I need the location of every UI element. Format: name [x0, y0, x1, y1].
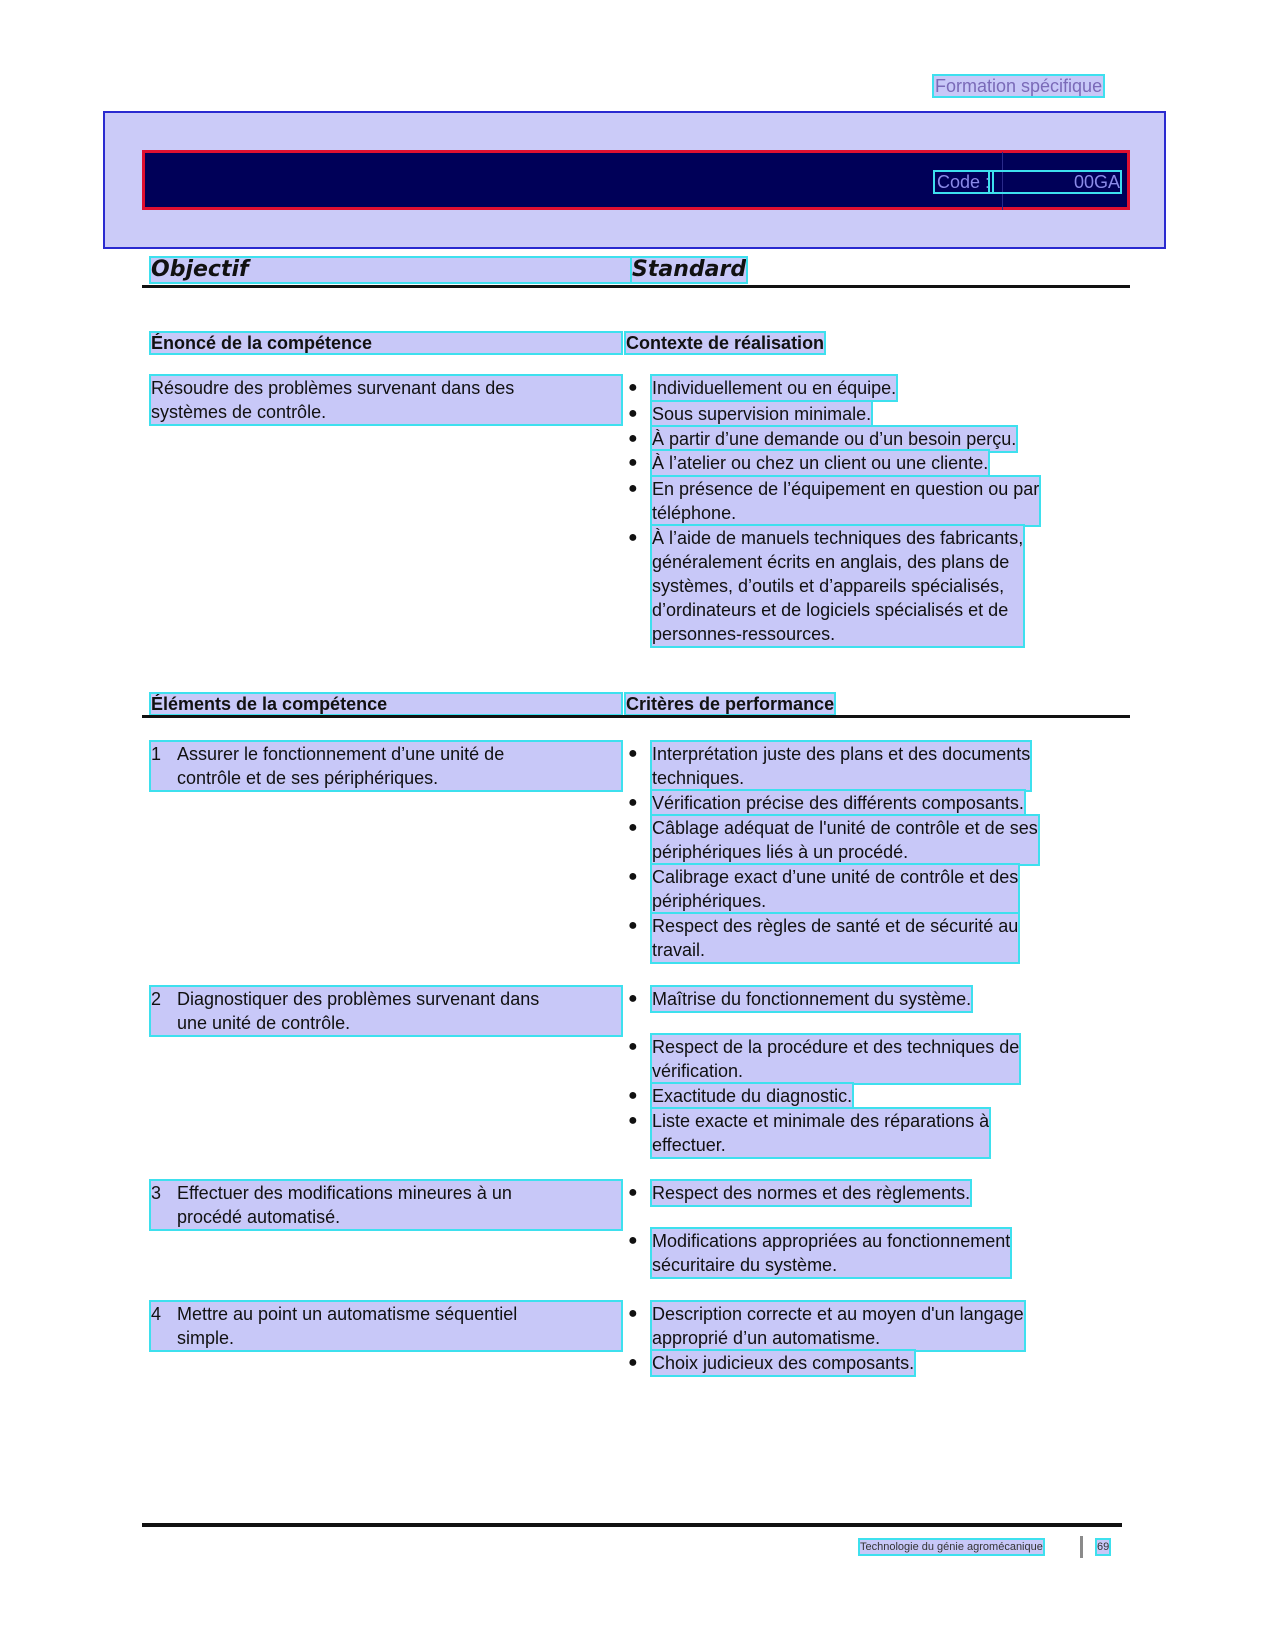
bullet-icon: ●	[628, 480, 638, 497]
page-number: 69	[1097, 1541, 1110, 1553]
element-number: 4	[151, 1304, 162, 1324]
criterion-line: vérification.	[652, 1061, 744, 1081]
criterion-line: Respect des règles de santé et de sécurité au	[652, 916, 1019, 936]
footer-program: Technologie du génie agromécanique	[860, 1541, 1043, 1553]
bullet-icon: ●	[628, 1184, 638, 1201]
criterion-line: périphériques.	[652, 891, 767, 911]
criteria-rule	[142, 715, 1130, 718]
elements-heading: Éléments de la compétence	[151, 694, 621, 714]
bullet-icon: ●	[628, 1087, 638, 1104]
element-line: Assurer le fonctionnement d’une unité de	[177, 744, 505, 764]
competence-element	[151, 1302, 621, 1350]
statement-line: Résoudre des problèmes survenant dans des	[151, 378, 515, 398]
context-line: téléphone.	[652, 503, 737, 523]
statement-heading: Énoncé de la compétence	[151, 333, 621, 353]
element-number: 2	[151, 989, 162, 1009]
criterion-line: Liste exacte et minimale des réparations à	[652, 1111, 990, 1131]
context-line: personnes-ressources.	[652, 624, 836, 644]
element-line: simple.	[177, 1328, 235, 1348]
code-field	[990, 172, 1120, 192]
bullet-icon: ●	[628, 1305, 638, 1322]
context-line: En présence de l’équipement en question ou par	[652, 479, 1040, 499]
bullet-icon: ●	[628, 379, 638, 396]
context-line: Individuellement ou en équipe.	[652, 378, 897, 398]
element-line: Diagnostiquer des problèmes survenant dans	[177, 989, 540, 1009]
bullet-icon: ●	[628, 990, 638, 1007]
criterion-line: Vérification précise des différents composants.	[652, 793, 1024, 813]
bullet-icon: ●	[628, 745, 638, 762]
element-line: Mettre au point un automatisme séquentiel	[177, 1304, 518, 1324]
criterion-line: approprié d’un automatisme.	[652, 1328, 881, 1348]
criterion-line: Câblage adéquat de l'unité de contrôle et de ses	[652, 818, 1038, 838]
bullet-icon: ●	[628, 819, 638, 836]
context-line: généralement écrits en anglais, des plans de	[652, 552, 1010, 572]
title-rule	[142, 285, 1130, 288]
bullet-icon: ●	[628, 1112, 638, 1129]
context-line: systèmes, d’outils et d’appareils spécialisés,	[652, 576, 1005, 596]
code-label: Code :	[937, 172, 991, 192]
criterion-line: Maîtrise du fonctionnement du système.	[652, 989, 972, 1009]
bullet-icon: ●	[628, 430, 638, 447]
criterion-line: Calibrage exact d’une unité de contrôle et des	[652, 867, 1019, 887]
element-number: 1	[151, 744, 162, 764]
criterion-line: sécuritaire du système.	[652, 1255, 838, 1275]
bullet-icon: ●	[628, 917, 638, 934]
criterion-line: travail.	[652, 940, 706, 960]
competence-element	[151, 742, 621, 790]
standard-title: Standard	[632, 257, 747, 282]
element-line: une unité de contrôle.	[177, 1013, 351, 1033]
footer-separator	[1080, 1536, 1083, 1558]
context-line: À partir d’une demande ou d’un besoin perçu.	[652, 429, 1017, 449]
criterion-line: Interprétation juste des plans et des documents	[652, 744, 1031, 764]
context-line: À l’atelier ou chez un client ou une cliente.	[652, 453, 989, 473]
criterion-line: Respect de la procédure et des techniques de	[652, 1037, 1020, 1057]
bullet-icon: ●	[628, 454, 638, 471]
statement-line: systèmes de contrôle.	[151, 402, 327, 422]
element-line: Effectuer des modifications mineures à un	[177, 1183, 512, 1203]
criterion-line: Modifications appropriées au fonctionnement	[652, 1231, 1011, 1251]
footer-rule	[142, 1523, 1122, 1527]
element-line: procédé automatisé.	[177, 1207, 341, 1227]
criterion-line: Description correcte et au moyen d'un langage	[652, 1304, 1024, 1324]
criterion-line: Choix judicieux des composants.	[652, 1353, 915, 1373]
criteria-heading: Critères de performance	[626, 694, 835, 714]
context-line: À l’aide de manuels techniques des fabricants,	[652, 528, 1024, 548]
bullet-icon: ●	[628, 794, 638, 811]
context-line: d’ordinateurs et de logiciels spécialisés et de	[652, 600, 1009, 620]
bullet-icon: ●	[628, 1232, 638, 1249]
bullet-icon: ●	[628, 529, 638, 546]
competence-element	[151, 987, 621, 1035]
criterion-line: techniques.	[652, 768, 745, 788]
criterion-line: Exactitude du diagnostic.	[652, 1086, 853, 1106]
context-heading: Contexte de réalisation	[626, 333, 825, 353]
statement-text	[151, 376, 621, 424]
competence-element	[151, 1181, 621, 1229]
objective-title: Objectif	[151, 258, 631, 282]
context-line: Sous supervision minimale.	[652, 404, 872, 424]
bullet-icon: ●	[628, 868, 638, 885]
criterion-line: Respect des normes et des règlements.	[652, 1183, 971, 1203]
criterion-line: périphériques liés à un procédé.	[652, 842, 909, 862]
bullet-icon: ●	[628, 1354, 638, 1371]
bullet-icon: ●	[628, 405, 638, 422]
section-label: Formation spécifique	[935, 76, 1103, 96]
criterion-line: effectuer.	[652, 1135, 726, 1155]
bullet-icon: ●	[628, 1038, 638, 1055]
element-number: 3	[151, 1183, 162, 1203]
element-line: contrôle et de ses périphériques.	[177, 768, 439, 788]
code-value: 00GA	[1073, 172, 1120, 192]
